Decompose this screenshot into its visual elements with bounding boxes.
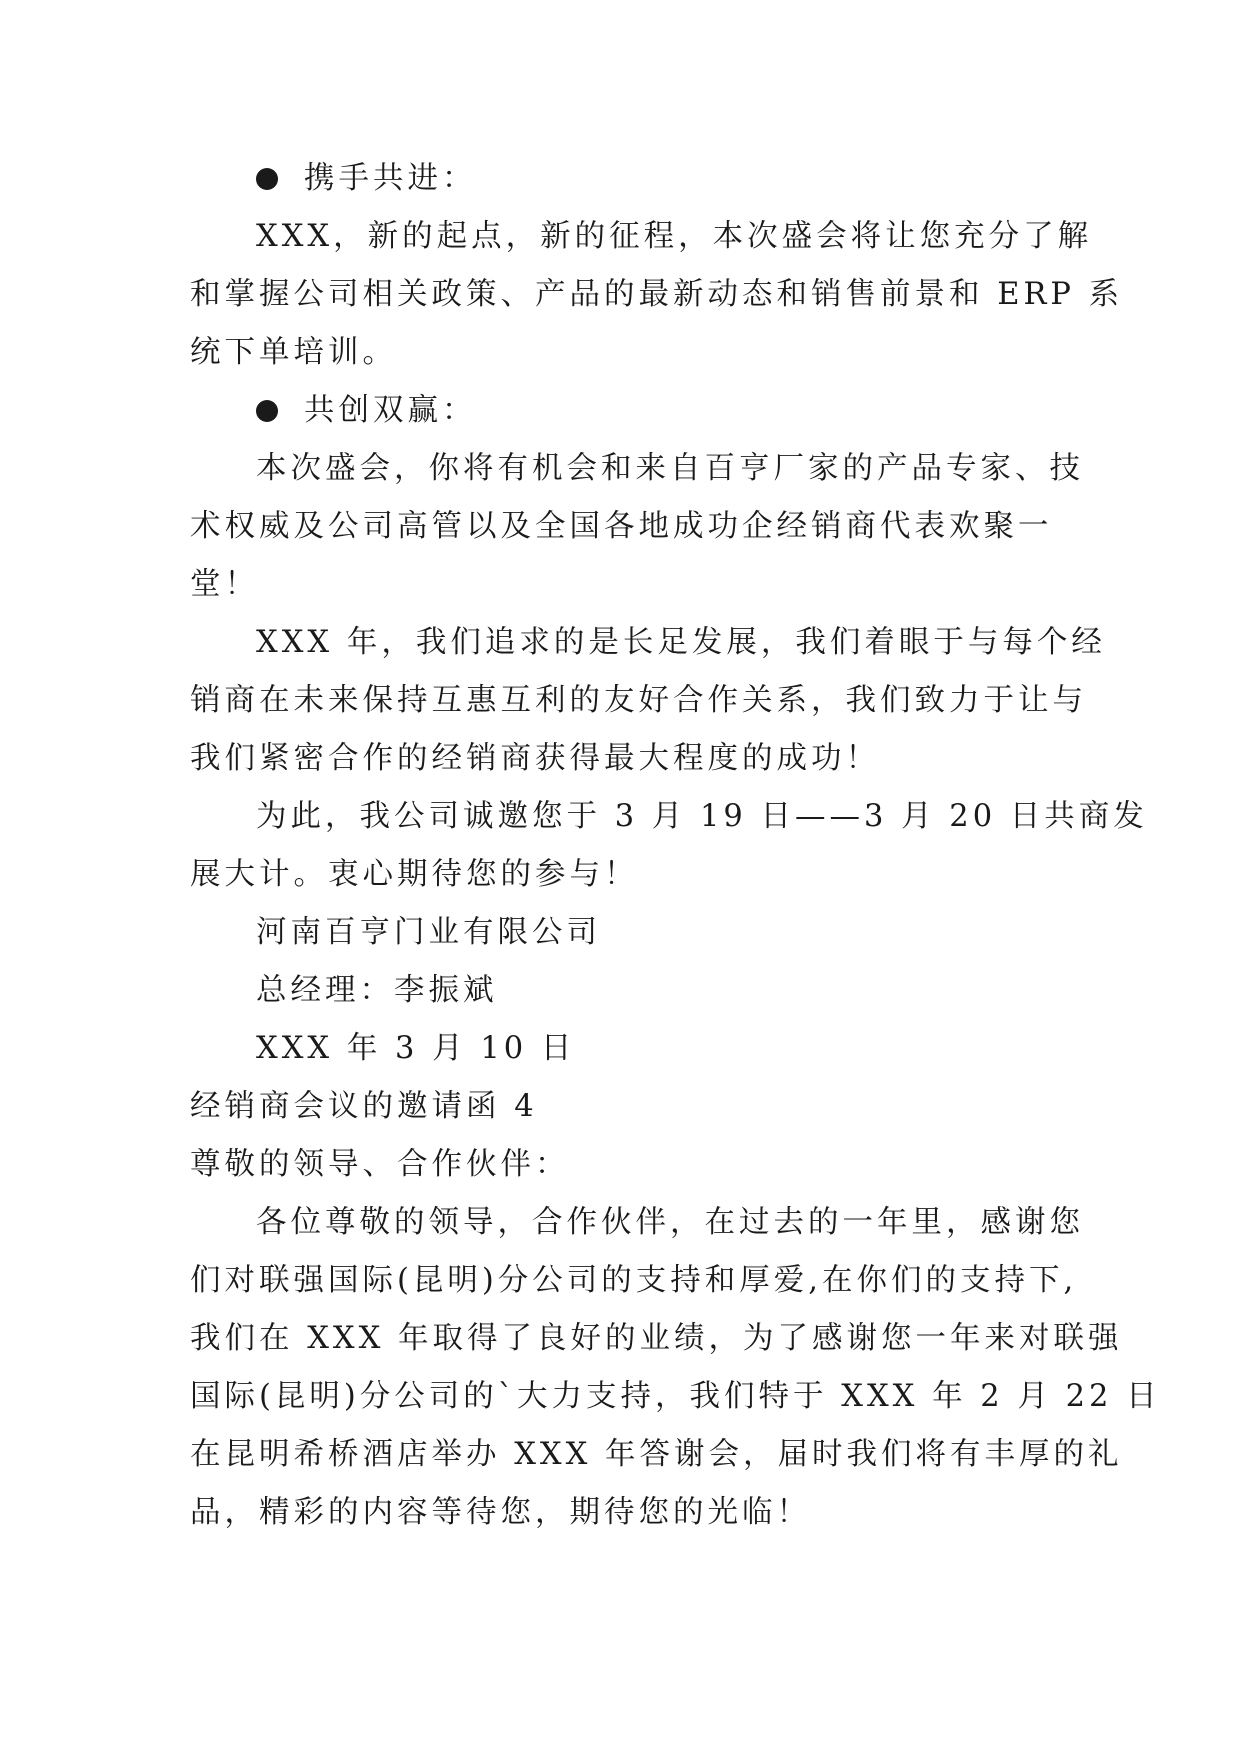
paragraph-line: 展大计。衷心期待您的参与！ — [190, 857, 639, 892]
bullet-heading-text: 共创双赢： — [304, 393, 477, 428]
paragraph-line: 术权威及公司高管以及全国各地成功企经销商代表欢聚一 — [190, 509, 1053, 544]
signature-manager: 总经理：李振斌 — [256, 973, 498, 1008]
bullet-icon — [256, 400, 278, 422]
signature-date: XXX 年 3 月 10 日 — [256, 1031, 576, 1066]
paragraph-line: 统下单培训。 — [190, 335, 397, 370]
paragraph-line: XXX 年，我们追求的是长足发展，我们着眼于与每个经 — [256, 625, 1106, 660]
paragraph-line: 各位尊敬的领导，合作伙伴，在过去的一年里，感谢您 — [256, 1205, 1084, 1240]
paragraph-line: 在昆明希桥酒店举办 XXX 年答谢会，届时我们将有丰厚的礼 — [190, 1437, 1123, 1472]
bullet-icon — [256, 168, 278, 190]
bullet-heading-1 — [190, 150, 1052, 208]
document-page — [190, 150, 1161, 1542]
bullet-heading-text: 携手共进： — [304, 161, 477, 196]
paragraph-line: 本次盛会，你将有机会和来自百亨厂家的产品专家、技 — [256, 451, 1084, 486]
paragraph-line: 国际(昆明)分公司的`大力支持，我们特于 XXX 年 2 月 22 日 — [190, 1379, 1161, 1414]
paragraph-line: 我们紧密合作的经销商获得最大程度的成功！ — [190, 741, 880, 776]
paragraph-line: 和掌握公司相关政策、产品的最新动态和销售前景和 ERP 系 — [190, 277, 1124, 312]
paragraph-line: 品，精彩的内容等待您，期待您的光临！ — [190, 1495, 811, 1530]
letter-title: 经销商会议的邀请函 4 — [190, 1089, 538, 1124]
bullet-heading-2 — [190, 382, 1052, 440]
paragraph-line: XXX，新的起点，新的征程，本次盛会将让您充分了解 — [256, 219, 1093, 254]
paragraph-line: 为此，我公司诚邀您于 3 月 19 日——3 月 20 日共商发 — [256, 799, 1148, 834]
paragraph-line: 们对联强国际(昆明)分公司的支持和厚爱,在你们的支持下, — [190, 1263, 1078, 1298]
letter-salutation: 尊敬的领导、合作伙伴： — [190, 1147, 570, 1182]
signature-company: 河南百亨门业有限公司 — [256, 915, 601, 950]
paragraph-line: 堂！ — [190, 567, 259, 602]
paragraph-line: 我们在 XXX 年取得了良好的业绩，为了感谢您一年来对联强 — [190, 1321, 1123, 1356]
paragraph-line: 销商在未来保持互惠互利的友好合作关系，我们致力于让与 — [190, 683, 1087, 718]
